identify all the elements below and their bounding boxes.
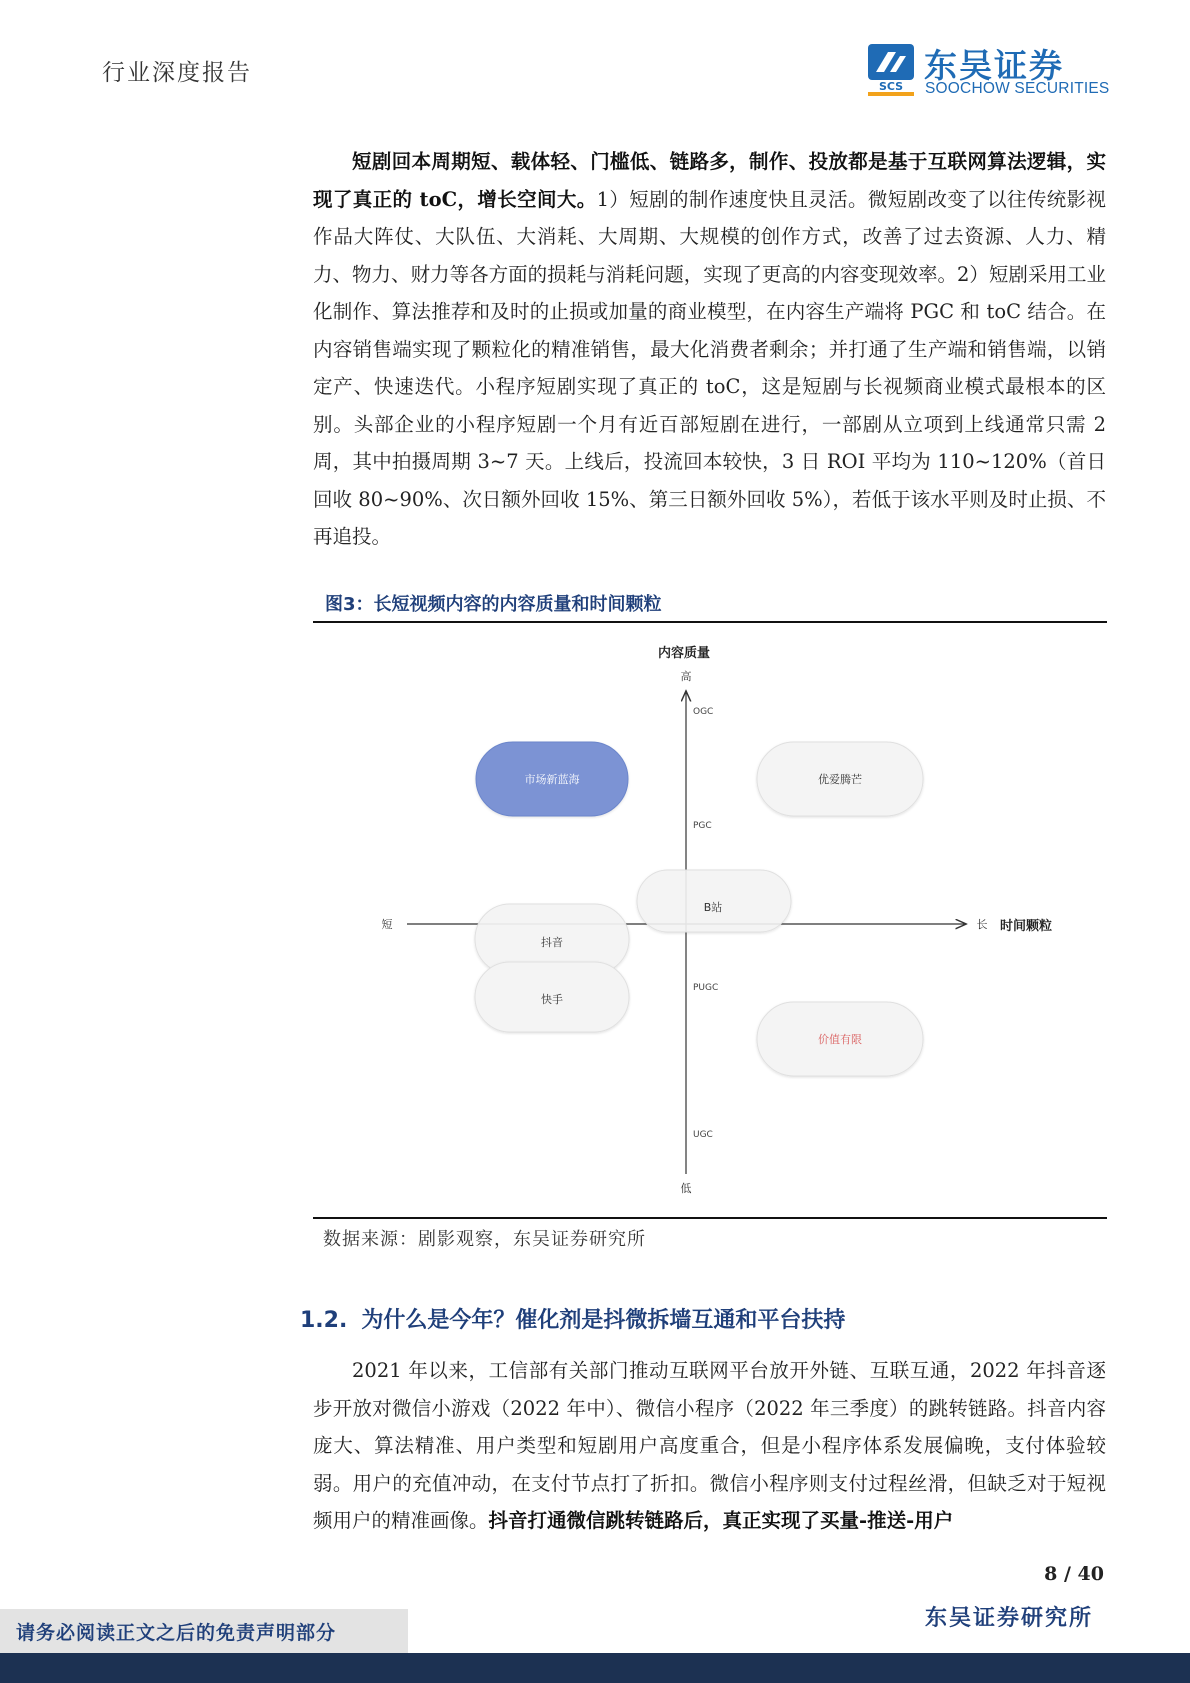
y-tick-pugc: PUGC — [693, 983, 719, 993]
soochow-logo-icon — [868, 44, 914, 96]
pill-label-platforms: 优爱腾芒 — [818, 773, 862, 786]
section-heading — [300, 1303, 845, 1334]
y-axis-bottom-label: 低 — [680, 1182, 692, 1195]
paragraph-1-lead: 短剧回本周期短、载体轻、门槛低、链路多，制作、投放都是基于互联网算法逻辑，实现了真正的 toC，增长空间大。 — [313, 150, 1106, 211]
logo-mark-text: SCS — [878, 80, 904, 93]
pill-kuaishou — [475, 962, 629, 1032]
footer-institute: 东吴证券研究所 — [925, 1605, 1094, 1631]
x-axis-left-label: 短 — [381, 918, 393, 931]
y-tick-pgc: PGC — [693, 821, 712, 831]
x-axis-title: 时间颗粒 — [1000, 919, 1053, 934]
body-paragraph-2 — [313, 1352, 1106, 1540]
y-tick-ugc: UGC — [693, 1130, 713, 1140]
y-tick-ogc: OGC — [693, 707, 714, 717]
company-logo — [868, 44, 1110, 98]
footer-bar — [0, 1653, 1190, 1683]
pill-label-limited-value: 价值有限 — [818, 1033, 862, 1046]
y-axis-top-label: 高 — [680, 670, 692, 683]
figure-bottom-rule — [313, 1217, 1107, 1219]
pill-label-douyin: 抖音 — [541, 936, 563, 949]
paragraph-1-body: 1）短剧的制作速度快且灵活。微短剧改变了以往传统影视作品大阵仗、大队伍、大消耗、大周期、大规模的创作方式，改善了过去资源、人力、精力、物力、财力等各方面的损耗与消耗问题，实现了更高的内容变现效率。2）短剧采用工业化制作、算法推荐和及时的止损或加量的商业模型，在内容生产端将 PGC 和 toC 结合。在内容销售端实现了颗粒化的精准销售，最大化消费者剩余；并打通了生产端和销售端，以销定产、快速迭代。小程序短剧实现了真正的 toC，这是短剧与长视频商业模式最根本的区别。头部企业的小程序短剧一个月有近百部短剧在进行，一部剧从立项到上线通常只需 2 周，其中拍摄周期 3~7 天。上线后，投流回本较快，3 日 ROI 平均为 110~120%（首日回收 80~90%、次日额外回收 15%、第三日额外回收 5%），若低于该水平则及时止损、不再追投。 — [313, 187, 1106, 548]
page-number: 8 / 40 — [1044, 1563, 1104, 1585]
pill-limited-value — [757, 1002, 923, 1076]
disclaimer-text: 请务必阅读正文之后的免责声明部分 — [16, 1622, 337, 1644]
body-paragraph-1 — [313, 143, 1106, 556]
paragraph-2-body: 2021 年以来，工信部有关部门推动互联网平台放开外链、互联互通，2022 年抖音逐步开放对微信小游戏（2022 年中）、微信小程序（2022 年三季度）的跳转链路。抖音内容庞大、算法精准、用户类型和短剧用户高度重合，但是小程序体系发展偏晚，支付体验较弱。用户的充值冲动，在支付节点打了折扣。微信小程序则支付过程丝滑，但缺乏对于短视频用户的精准画像。 — [313, 1359, 1106, 1532]
x-axis-right-label: 长 — [976, 918, 988, 931]
section-number: 1.2. — [300, 1308, 348, 1333]
figure-source: 数据来源：剧影观察，东吴证券研究所 — [323, 1229, 646, 1250]
logo-english-name: SOOCHOW SECURITIES — [925, 80, 1110, 97]
report-type-label: 行业深度报告 — [102, 60, 252, 86]
figure-title: 图3：长短视频内容的内容质量和时间颗粒 — [325, 594, 662, 615]
pill-market-new-blue-ocean — [476, 742, 628, 816]
figure-top-rule — [313, 621, 1107, 623]
y-axis-title: 内容质量 — [657, 646, 711, 661]
logo-chinese-name: 东吴证券 — [924, 46, 1064, 85]
pill-label-kuaishou: 快手 — [541, 993, 563, 1006]
pill-bilibili — [637, 870, 791, 932]
section-title: 为什么是今年？催化剂是抖微拆墙互通和平台扶持 — [361, 1308, 846, 1333]
pill-label-market: 市场新蓝海 — [524, 773, 580, 786]
disclaimer-banner — [0, 1609, 408, 1653]
pill-long-video-platforms — [757, 742, 923, 816]
paragraph-2-tail: 抖音打通微信跳转链路后，真正实现了买量-推送-用户 — [488, 1509, 954, 1532]
quadrant-chart — [313, 630, 1107, 1210]
pill-label-bilibili: B站 — [703, 901, 723, 914]
